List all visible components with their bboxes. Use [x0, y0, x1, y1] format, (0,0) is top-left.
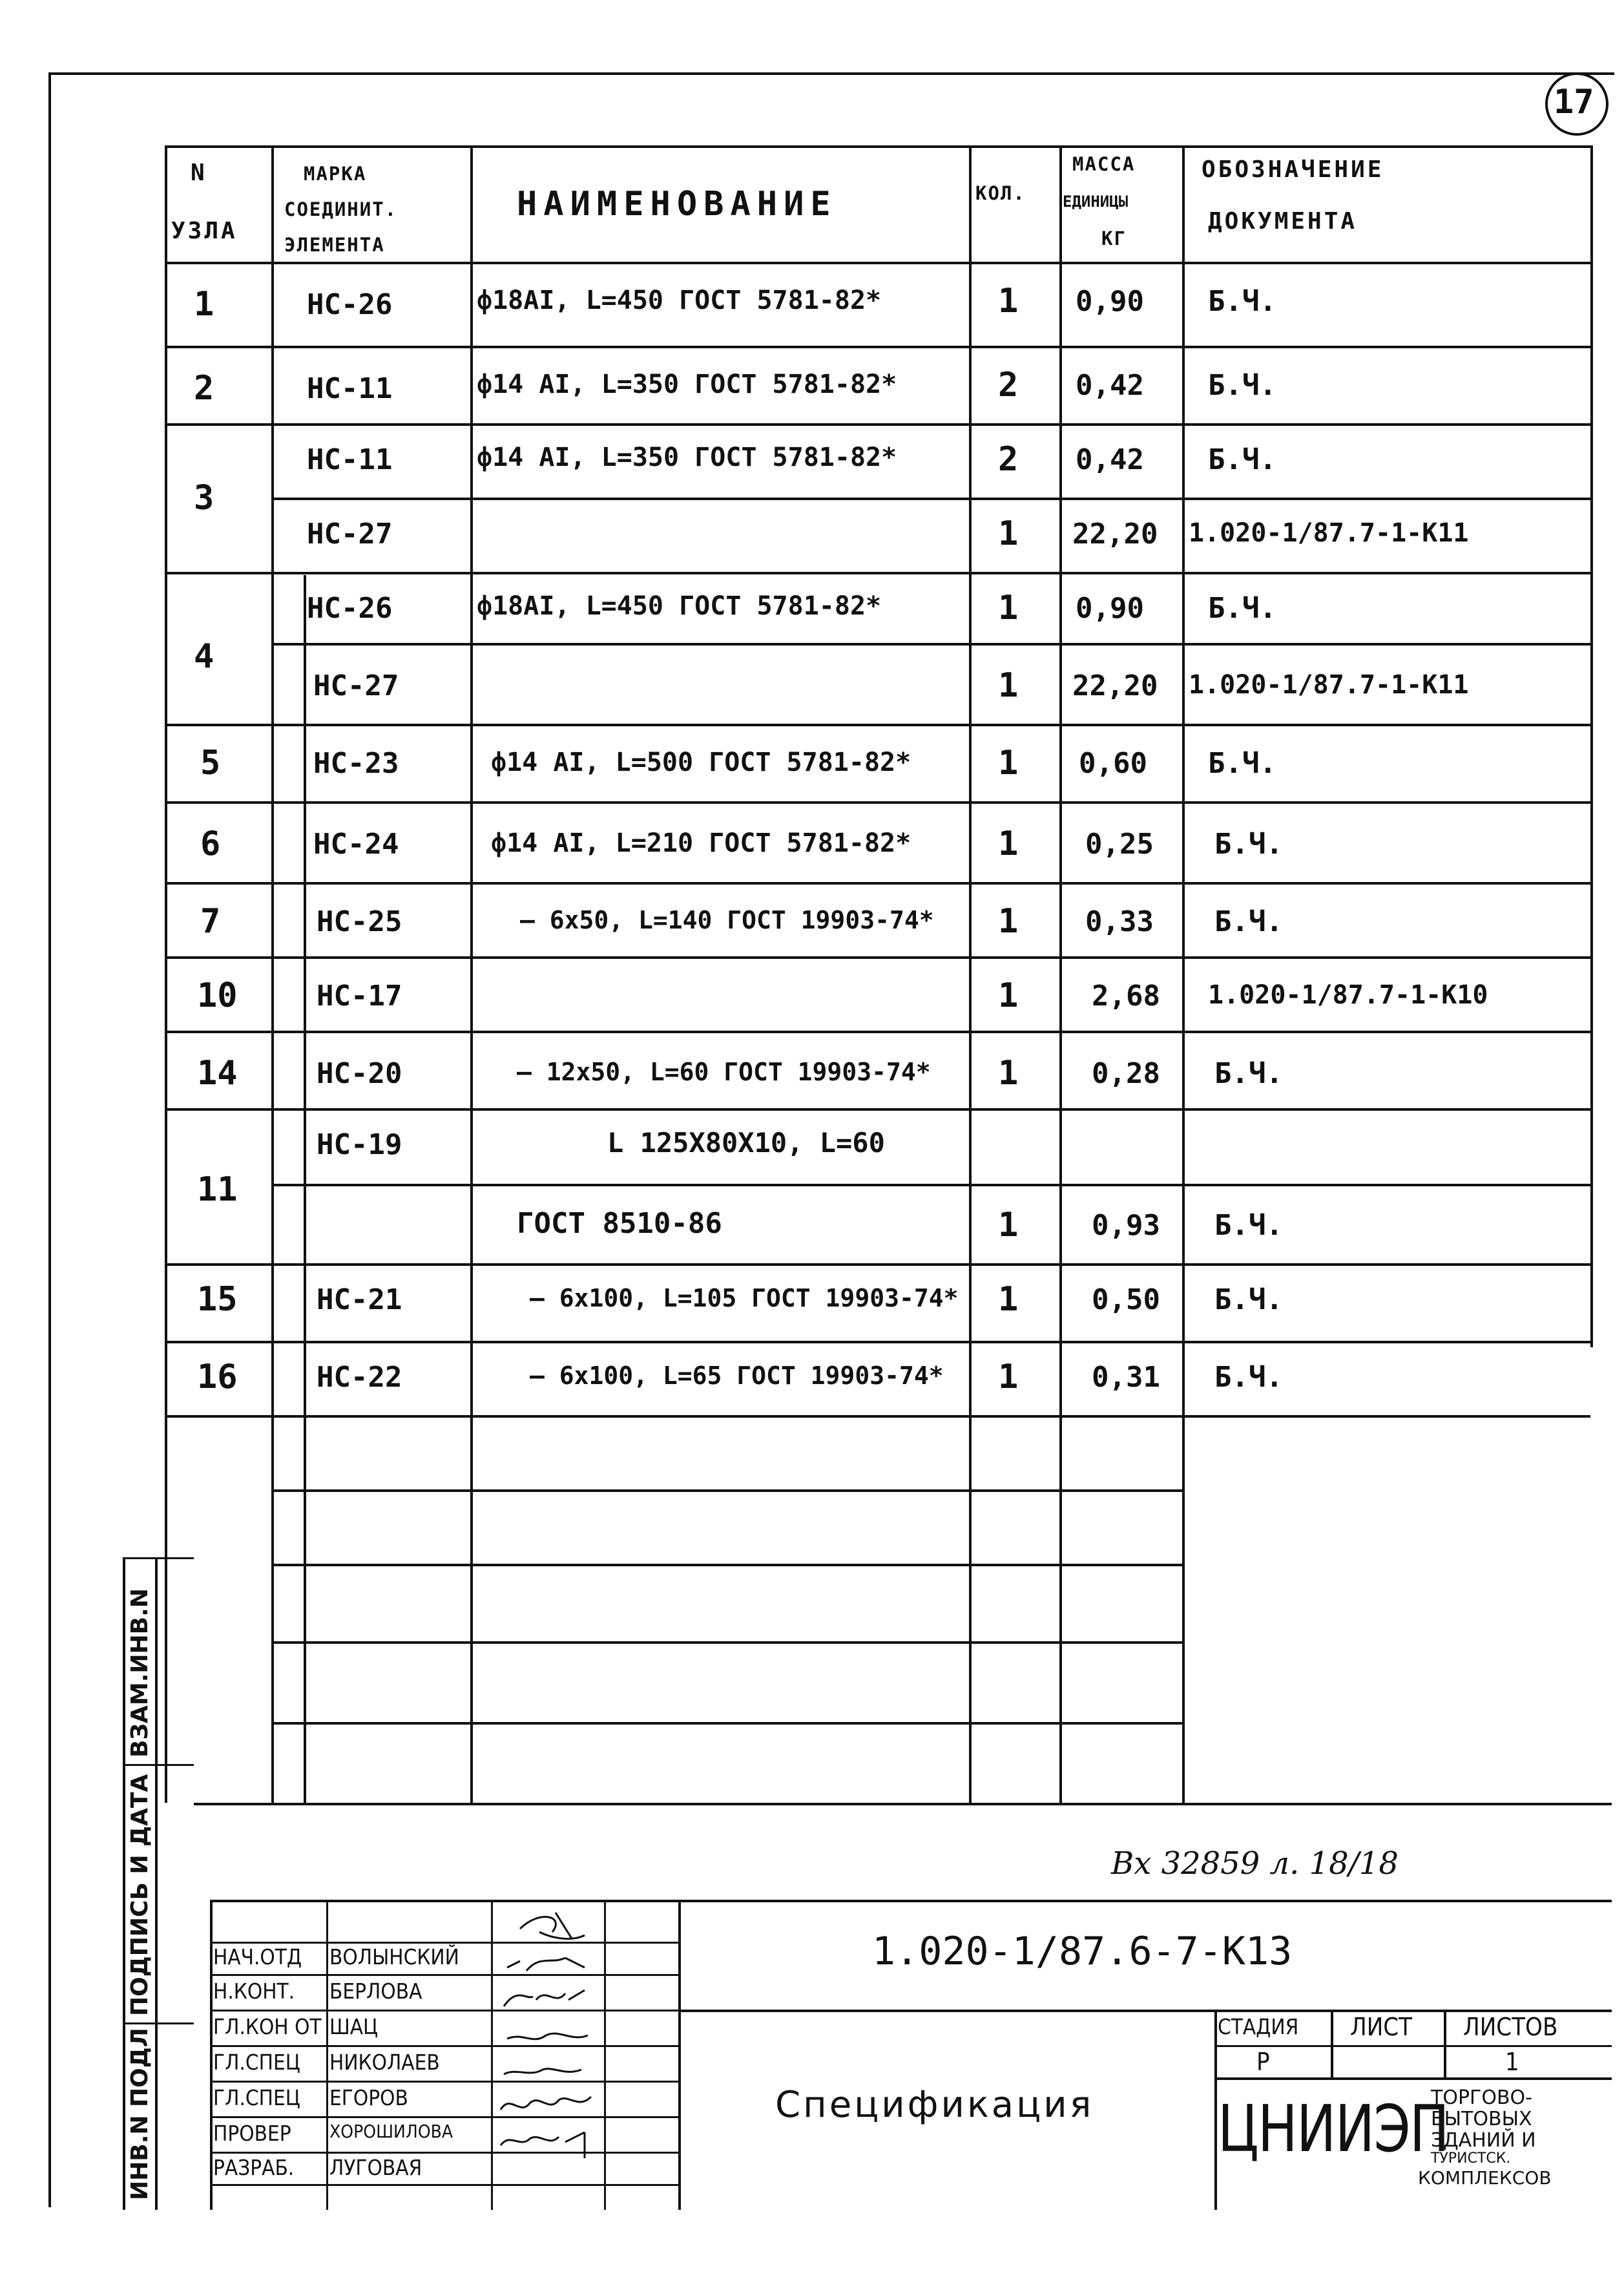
staff-name: ВОЛЫНСКИЙ: [329, 1944, 459, 1969]
row-mass: 0,42: [1076, 443, 1144, 476]
row-mark: НС-27: [313, 669, 399, 702]
row-doc: 1.020-1/87.7-1-К11: [1189, 518, 1469, 548]
row-mark: НС-24: [313, 828, 399, 861]
row-mark: НС-20: [317, 1057, 402, 1090]
row-doc: Б.Ч.: [1208, 747, 1276, 780]
row-mass: 0,25: [1085, 828, 1154, 861]
row-mass: 0,90: [1076, 285, 1144, 318]
stage-value: Р: [1256, 2048, 1270, 2076]
row-name: ф14 АI, L=210 ГОСТ 5781-82*: [491, 828, 911, 858]
row-mass: 0,33: [1085, 905, 1154, 938]
row-qty: 1: [998, 514, 1019, 553]
sheets-label: ЛИСТОВ: [1463, 2013, 1558, 2041]
organization-sub-3: ЗДАНИЙ И: [1431, 2129, 1536, 2152]
document-title: Спецификация: [775, 2084, 1094, 2126]
row-mark: НС-26: [307, 288, 393, 321]
header-mass-1: МАССА: [1072, 153, 1136, 175]
drawing-code: 1.020-1/87.6-7-К13: [872, 1929, 1293, 1974]
row-doc: Б.Ч.: [1214, 1283, 1283, 1316]
staff-role: ПРОВЕР: [213, 2121, 291, 2146]
organization-sub-1: ТОРГОВО-: [1431, 2086, 1532, 2109]
row-doc: 1.020-1/87.7-1-К11: [1189, 670, 1469, 700]
row-qty: 1: [998, 589, 1019, 627]
row-node: 11: [197, 1170, 238, 1209]
row-qty: 1: [998, 1206, 1019, 1245]
row-name: — 6х100, L=65 ГОСТ 19903-74*: [530, 1361, 944, 1390]
row-doc: Б.Ч.: [1208, 285, 1276, 318]
row-node: 5: [200, 744, 221, 782]
row-node: 6: [200, 824, 221, 863]
row-qty: 1: [998, 1358, 1019, 1396]
organization-logo: ЦНИИЭП: [1218, 2091, 1449, 2167]
sheet-label: ЛИСТ: [1350, 2013, 1413, 2041]
organization-sub-4: ТУРИСТСК.: [1431, 2150, 1511, 2167]
staff-role: РАЗРАБ.: [213, 2155, 295, 2180]
row-mark: НС-23: [313, 747, 399, 780]
staff-role: Н.КОНТ.: [213, 1979, 295, 2004]
row-node: 4: [194, 637, 214, 676]
row-mass: 0,42: [1076, 369, 1144, 402]
row-qty: 1: [998, 666, 1019, 705]
row-name: ф18АI, L=450 ГОСТ 5781-82*: [477, 591, 882, 621]
row-mass: 0,60: [1079, 747, 1147, 780]
staff-name: ЕГОРОВ: [329, 2085, 408, 2110]
row-qty: 2: [998, 366, 1019, 404]
row-qty: 1: [998, 976, 1019, 1015]
staff-name: ХОРОШИЛОВА: [329, 2121, 453, 2142]
row-mark: НС-11: [307, 372, 393, 405]
header-doc-2: ДОКУМЕНТА: [1208, 208, 1358, 235]
row-name: ф14 АI, L=350 ГОСТ 5781-82*: [477, 370, 897, 399]
staff-role: ГЛ.СПЕЦ: [213, 2085, 300, 2110]
row-node: 3: [194, 479, 214, 518]
row-node: 14: [197, 1054, 238, 1093]
row-mass: 2,68: [1092, 980, 1160, 1013]
row-name: ф18АI, L=450 ГОСТ 5781-82*: [477, 286, 882, 315]
row-name: — 6х50, L=140 ГОСТ 19903-74*: [520, 906, 934, 934]
row-doc: Б.Ч.: [1208, 369, 1276, 402]
row-qty: 1: [998, 1054, 1019, 1093]
row-mass: 22,20: [1072, 669, 1158, 702]
header-mark-3: ЭЛЕМЕНТА: [284, 234, 385, 256]
staff-role: НАЧ.ОТД: [213, 1944, 302, 1969]
row-doc: Б.Ч.: [1214, 905, 1283, 938]
row-mark: НС-26: [307, 592, 393, 625]
row-node: 2: [194, 369, 214, 408]
row-qty: 1: [998, 824, 1019, 863]
organization-sub-5: КОМПЛЕКСОВ: [1418, 2167, 1552, 2189]
header-node-label: УЗЛА: [171, 218, 238, 244]
stage-label: СТАДИЯ: [1218, 2014, 1299, 2039]
row-mark: НС-27: [307, 518, 393, 551]
row-doc: Б.Ч.: [1208, 443, 1276, 476]
staff-name: БЕРЛОВА: [329, 1979, 422, 2004]
staff-name: НИКОЛАЕВ: [329, 2050, 440, 2075]
page-number: 17: [1554, 83, 1594, 121]
row-mark: НС-25: [317, 905, 402, 938]
row-mass: 0,31: [1092, 1361, 1160, 1394]
staff-role: ГЛ.КОН ОТ: [213, 2014, 322, 2039]
row-mark: НС-22: [317, 1361, 402, 1394]
organization-sub-2: БЫТОВЫХ: [1431, 2108, 1532, 2130]
row-name: — 12х50, L=60 ГОСТ 19903-74*: [517, 1058, 931, 1086]
row-name: — 6х100, L=105 ГОСТ 19903-74*: [530, 1284, 959, 1312]
row-doc: Б.Ч.: [1214, 1209, 1283, 1242]
header-mark-2: СОЕДИНИТ.: [284, 198, 398, 220]
signatures: [494, 1903, 601, 2207]
row-qty: 1: [998, 744, 1019, 782]
row-qty: 1: [998, 902, 1019, 941]
row-mass: 0,93: [1092, 1209, 1160, 1242]
side-label-vzam-inv: ВЗАМ.ИНВ.N: [127, 1588, 153, 1758]
staff-name: ЛУГОВАЯ: [329, 2155, 422, 2180]
row-qty: 2: [998, 440, 1019, 479]
header-node-n: N: [191, 160, 207, 186]
row-mass: 0,90: [1076, 592, 1144, 625]
row-name: ГОСТ 8510-86: [517, 1207, 722, 1240]
row-node: 10: [197, 976, 238, 1015]
row-doc: Б.Ч.: [1214, 1361, 1283, 1394]
row-mark: НС-11: [307, 443, 393, 476]
header-qty: КОЛ.: [975, 182, 1026, 204]
row-qty: 1: [998, 1280, 1019, 1319]
row-doc: 1.020-1/87.7-1-К10: [1208, 980, 1488, 1010]
row-mass: 0,28: [1092, 1057, 1160, 1090]
header-mass-2: ЕДИНИЦЫ: [1063, 193, 1129, 211]
header-name: НАИМЕНОВАНИЕ: [517, 185, 837, 224]
row-doc: Б.Ч.: [1208, 592, 1276, 625]
row-node: 15: [197, 1280, 238, 1319]
row-mark: НС-19: [317, 1128, 402, 1161]
staff-name: ШАЦ: [329, 2014, 379, 2039]
row-mass: 22,20: [1072, 518, 1158, 551]
header-mass-3: КГ: [1101, 227, 1127, 249]
row-name: ф14 АI, L=500 ГОСТ 5781-82*: [491, 748, 911, 777]
row-node: 1: [194, 285, 214, 324]
row-node: 7: [200, 902, 221, 941]
sheets-value: 1: [1505, 2048, 1519, 2076]
row-doc: Б.Ч.: [1214, 1057, 1283, 1090]
row-node: 16: [197, 1358, 238, 1396]
side-label-inv-podl: ИНВ.N ПОДЛ: [127, 2028, 153, 2200]
staff-role: ГЛ.СПЕЦ: [213, 2050, 300, 2075]
row-name: L 125Х80Х10, L=60: [607, 1127, 885, 1159]
header-mark-1: МАРКА: [304, 163, 367, 185]
row-name: ф14 АI, L=350 ГОСТ 5781-82*: [477, 443, 897, 472]
row-mark: НС-21: [317, 1283, 402, 1316]
row-mark: НС-17: [317, 980, 402, 1013]
row-qty: 1: [998, 282, 1019, 320]
side-label-signature-date: ПОДПИСЬ И ДАТА: [127, 1774, 153, 2016]
row-doc: Б.Ч.: [1214, 828, 1283, 861]
registration-note: Вх 32859 л. 18/18: [1111, 1845, 1399, 1882]
row-mass: 0,50: [1092, 1283, 1160, 1316]
header-doc-1: ОБОЗНАЧЕНИЕ: [1202, 156, 1384, 183]
